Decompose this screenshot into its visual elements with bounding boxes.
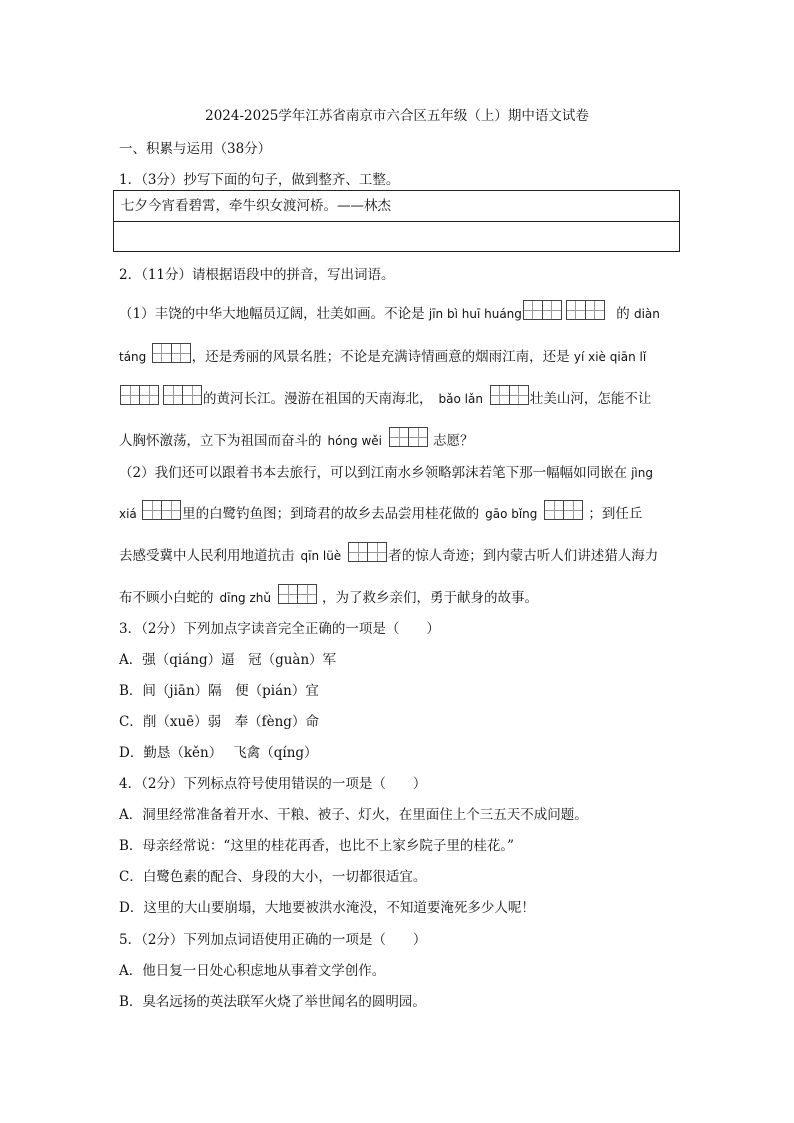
answer-grid-2[interactable] [544, 500, 583, 520]
answer-grid-4[interactable] [119, 385, 203, 405]
q4-option-c[interactable]: C．白鹭色素的配合、身段的大小，一切都很适宜。 [119, 869, 427, 885]
q2-p1-line3: 的黄河长江。漫游在祖国的天南海北， bǎo lǎn 壮美山河，怎能不让 [119, 385, 679, 407]
q5-option-b[interactable]: B．臭名远扬的英法联军火烧了举世闻名的圆明园。 [119, 994, 426, 1010]
q4-option-d[interactable]: D．这里的大山要崩塌，大地要被洪水淹没，不知道要淹死多少人呢！ [119, 900, 535, 916]
answer-grid-2[interactable] [152, 343, 191, 363]
q3-option-c[interactable]: C．削（xuē）弱 奉（fèng）命 [119, 714, 319, 730]
q2-p1-line2: táng ，还是秀丽的风景名胜；不论是充满诗情画意的烟雨江南，还是 yí xiè qiān lǐ [119, 343, 679, 365]
answer-grid-4[interactable] [522, 300, 606, 320]
q2-p1-line1: （1）丰饶的中华大地幅员辽阔，壮美如画。不论是 jīn bì huī huáng 的 diàn [119, 300, 679, 322]
q2-p2-line2: xiá 里的白鹭钓鱼图；到琦君的故乡去品尝用桂花做的 gāo bǐng ；到任丘 [119, 500, 679, 522]
pinyin-yi-xie-qian-li: yí xiè qiān lǐ [573, 350, 647, 364]
question-3-stem: 3．（2分）下列加点字读音完全正确的一项是（ ） [119, 621, 440, 637]
q4-option-a[interactable]: A．洞里经常准备着开水、干粮、被子、灯火，在里面住上个三五天不成问题。 [119, 807, 588, 823]
answer-grid-2[interactable] [389, 427, 428, 447]
section-heading: 一、积累与运用（38分） [119, 141, 272, 157]
q2-p2-line4: 布不顾小白蛇的 dīng zhǔ ，为了救乡亲们，勇于献身的故事。 [119, 584, 679, 606]
answer-grid-2[interactable] [278, 584, 317, 604]
question-2-stem: 2．（11分）请根据语段中的拼音，写出词语。 [119, 267, 395, 283]
answer-grid-2[interactable] [142, 500, 181, 520]
q4-option-b[interactable]: B．母亲经常说：“这里的桂花再香，也比不上家乡院子里的桂花。” [119, 838, 514, 854]
question-4-stem: 4．（2分）下列标点符号使用错误的一项是（ ） [119, 776, 427, 792]
copy-sentence: 七夕今宵看碧霄，牵牛织女渡河桥。——林杰 [114, 191, 679, 222]
answer-grid-2[interactable] [490, 385, 529, 405]
q3-option-a[interactable]: A．强（qiáng）逼 冠（guàn）军 [119, 652, 337, 668]
answer-grid-2[interactable] [348, 542, 387, 562]
pinyin-jin-bi-hui-huang: jīn bì huī huáng [428, 307, 522, 321]
q2-p2-line3: 去感受冀中人民利用地道抗击 qīn lüè 者的惊人奇迹；到内蒙古听人们讲述猎人海力 [119, 542, 679, 564]
q5-option-a[interactable]: A．他日复一日处心积虑地从事着文学创作。 [119, 963, 386, 979]
q3-option-d[interactable]: D．勤恳（kěn） 飞禽（qíng） [119, 745, 318, 761]
copy-writing-line[interactable] [114, 222, 679, 252]
q2-p1-line4: 人胸怀激荡，立下为祖国而奋斗的 hóng wěi 志愿？ [119, 427, 679, 449]
question-5-stem: 5．（2分）下列加点词语使用正确的一项是（ ） [119, 932, 427, 948]
q3-option-b[interactable]: B．间（jiān）隔 便（pián）宜 [119, 683, 319, 699]
question-1-stem: 1．（3分）抄写下面的句子，做到整齐、工整。 [119, 172, 400, 188]
exam-title: 2024-2025学年江苏省南京市六合区五年级（上）期中语文试卷 [205, 108, 589, 124]
copy-box [113, 190, 680, 252]
q2-p2-line1: （2）我们还可以跟着书本去旅行，可以到江南水乡领略郭沫若笔下那一幅幅如同嵌在 jìng [119, 465, 653, 481]
